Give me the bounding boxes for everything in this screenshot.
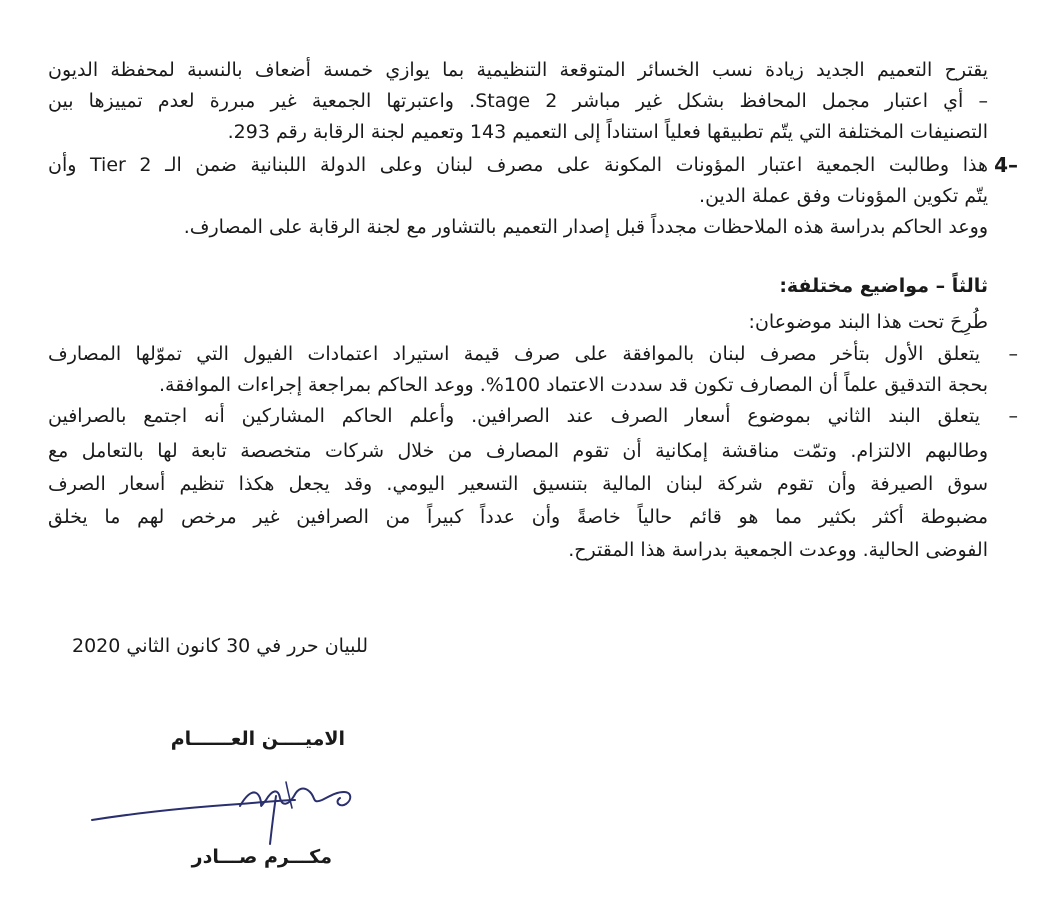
bullet-line: يتعلق الأول بتأخر مصرف لبنان بالموافقة على صرف قيمة استيراد اعتمادات الفيول التي تموّلها المصارف bbox=[48, 343, 980, 365]
section-heading: ثالثاً – مواضيع مختلفة: bbox=[779, 275, 988, 297]
item-number: 4– bbox=[994, 153, 1018, 177]
bullet-line: سوق الصيرفة وأن تقوم شركة لبنان المالية بتنسيق التسعير اليومي. وقد يجعل هكذا تنظيم أسعار الصرف bbox=[48, 473, 988, 495]
bullet-line: وطالبهم الالتزام. وتمّت مناقشة إمكانية أن تقوم المصارف من خلال شركات متخصصة تابعة لها بالتعامل مع bbox=[48, 440, 988, 462]
governor-line: ووعد الحاكم بدراسة هذه الملاحظات مجدداً قبل إصدار التعميم بالتشاور مع لجنة الرقابة على المصارف. bbox=[183, 216, 988, 238]
handwritten-signature bbox=[90, 770, 360, 850]
date-line: للبيان حرر في 30 كانون الثاني 2020 bbox=[71, 635, 368, 657]
bullet-line: يتعلق البند الثاني بموضوع أسعار الصرف عند الصرافين. وأعلم الحاكم المشاركين أنه اجتمع بالصرافين bbox=[48, 405, 980, 427]
bullet-line: بحجة التدقيق علماً أن المصارف تكون قد سددت الاعتماد 100%. ووعد الحاكم بمراجعة إجراءات الموافقة. bbox=[158, 374, 988, 396]
bullet-line: مضبوطة أكثر بكثير مما هو قائم حالياً خاصةً وأن عدداً كبيراً من الصرافين غير مرخص لهم ما يخلق bbox=[48, 506, 988, 528]
signatory-name: مكـــرم صـــادر bbox=[191, 846, 332, 868]
item-line: يتّم تكوين المؤونات وفق عملة الدين. bbox=[699, 185, 988, 207]
bullet-dash: – bbox=[1008, 405, 1018, 427]
paragraph-line: – أي اعتبار مجمل المحافظ بشكل غير مباشر Stage 2. واعتبرتها الجمعية غير مبررة لعدم تمييزها بين bbox=[48, 90, 989, 112]
bullet-line: الفوضى الحالية. ووعدت الجمعية بدراسة هذا المقترح. bbox=[568, 539, 988, 561]
item-line: هذا وطالبت الجمعية اعتبار المؤونات المكونة على مصرف لبنان وعلى الدولة اللبنانية ضمن الـ Tier 2 وأن bbox=[48, 154, 988, 176]
paragraph-line: يقترح التعميم الجديد زيادة نسب الخسائر المتوقعة التنظيمية بما يوازي خمسة أضعاف بالنسبة لمحفظة الديون bbox=[48, 59, 988, 81]
section-intro: طُرِحَ تحت هذا البند موضوعان: bbox=[748, 311, 988, 333]
paragraph-line: التصنيفات المختلفة التي يتّم تطبيقها فعلياً استناداً إلى التعميم 143 وتعميم لجنة الرقابة رقم 293. bbox=[227, 121, 988, 143]
bullet-dash: – bbox=[1008, 343, 1018, 365]
signatory-title: الاميــــن العــــــام bbox=[170, 728, 345, 750]
